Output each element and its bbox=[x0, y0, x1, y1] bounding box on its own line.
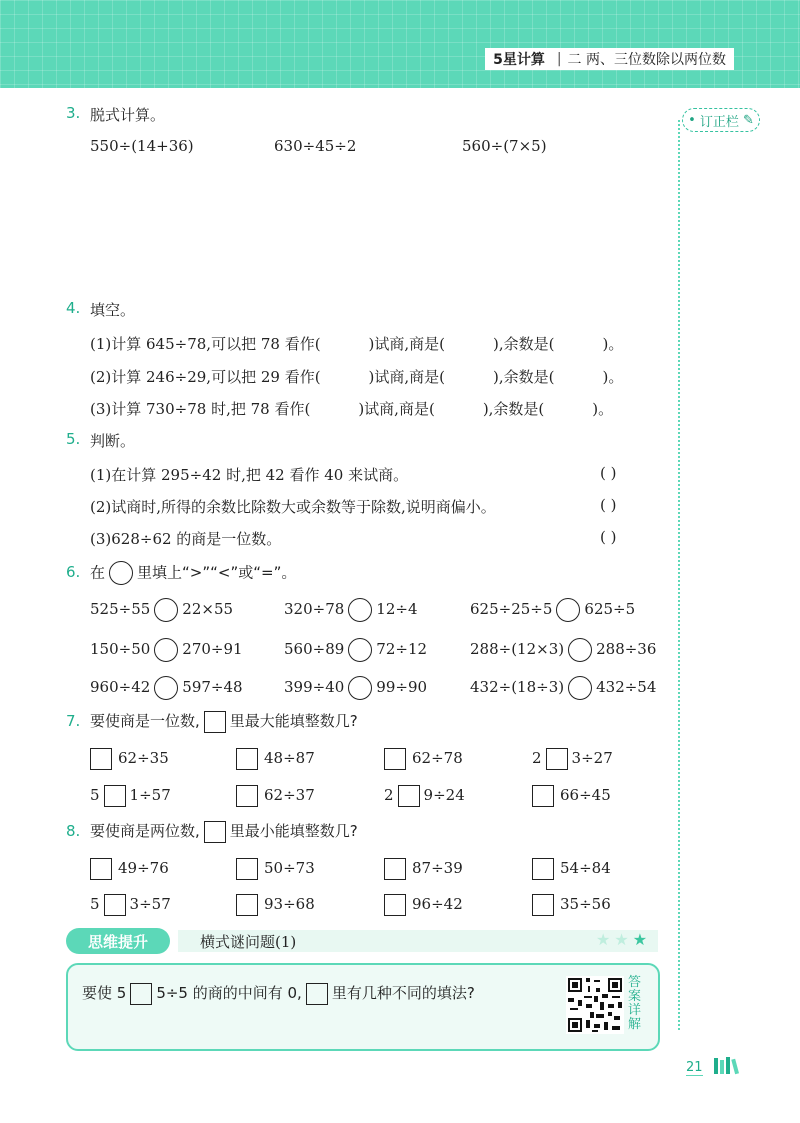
digit-box[interactable] bbox=[236, 894, 258, 916]
dot-icon: • bbox=[688, 112, 700, 128]
digit-box[interactable] bbox=[546, 748, 568, 770]
q8-r1c1: 49÷76 bbox=[90, 858, 169, 880]
q5-item-2: (2)试商时,所得的余数比除数大或余数等于除数,说明商偏小。 bbox=[90, 498, 496, 516]
digit-box[interactable] bbox=[236, 748, 258, 770]
chapter-title: 二 两、三位数除以两位数 bbox=[567, 52, 726, 68]
q7-r1c2: 48÷87 bbox=[236, 748, 315, 770]
series-title: 5星计算 bbox=[493, 52, 545, 68]
compare-circle[interactable] bbox=[556, 598, 580, 622]
pencil-icon: ✎ bbox=[738, 112, 754, 128]
q6-number: 6. bbox=[66, 563, 81, 581]
correction-label-text: 订正栏 bbox=[699, 114, 739, 130]
q5-number: 5. bbox=[66, 430, 81, 448]
correction-column-line bbox=[678, 120, 680, 1030]
compare-circle[interactable] bbox=[568, 676, 592, 700]
digit-box[interactable] bbox=[306, 983, 328, 1005]
star-icon-3: ★ bbox=[632, 930, 652, 949]
q6-r3c2: 399÷40 99÷90 bbox=[284, 676, 427, 700]
q6-r2c3: 288÷(12×3) 288÷36 bbox=[470, 638, 656, 662]
q6-r3c3: 432÷(18÷3) 432÷54 bbox=[470, 676, 656, 700]
header-separator: | bbox=[556, 51, 562, 67]
correction-label bbox=[682, 108, 760, 132]
q8-r2c1: 5 3÷57 bbox=[90, 894, 171, 916]
star-icon bbox=[596, 930, 651, 949]
circle-icon bbox=[109, 561, 133, 585]
q3-title: 脱式计算。 bbox=[90, 106, 166, 124]
q6-r1c1: 525÷55 22×55 bbox=[90, 598, 233, 622]
q6-r3c1: 960÷42 597÷48 bbox=[90, 676, 243, 700]
page-number: 21 bbox=[686, 1060, 703, 1075]
digit-box[interactable] bbox=[104, 785, 126, 807]
digit-box[interactable] bbox=[236, 858, 258, 880]
q4-title: 填空。 bbox=[90, 301, 136, 319]
star-icon-2: ★ bbox=[614, 930, 633, 949]
q7-r2c3: 2 9÷24 bbox=[384, 785, 465, 807]
q8-r2c3: 96÷42 bbox=[384, 894, 463, 916]
square-icon bbox=[204, 711, 226, 733]
compare-circle[interactable] bbox=[154, 638, 178, 662]
digit-box[interactable] bbox=[384, 748, 406, 770]
q6-r2c2: 560÷89 72÷12 bbox=[284, 638, 427, 662]
q4-item-3: (3)计算 730÷78 时,把 78 看作( )试商,商是( ),余数是( )。 bbox=[90, 400, 614, 418]
q7-number: 7. bbox=[66, 712, 81, 730]
q8-title: 要使商是两位数, 里最小能填整数几? bbox=[90, 820, 358, 843]
header-band bbox=[0, 0, 800, 88]
q3-item-3: 560÷(7×5) bbox=[462, 137, 547, 155]
square-icon bbox=[204, 821, 226, 843]
q7-r2c2: 62÷37 bbox=[236, 785, 315, 807]
digit-box[interactable] bbox=[384, 858, 406, 880]
q8-number: 8. bbox=[66, 822, 81, 840]
digit-box[interactable] bbox=[532, 894, 554, 916]
digit-box[interactable] bbox=[90, 748, 112, 770]
digit-box[interactable] bbox=[90, 858, 112, 880]
compare-circle[interactable] bbox=[568, 638, 592, 662]
digit-box[interactable] bbox=[236, 785, 258, 807]
digit-box[interactable] bbox=[532, 785, 554, 807]
digit-box[interactable] bbox=[532, 858, 554, 880]
thinking-title: 横式谜问题(1) bbox=[200, 933, 297, 951]
digit-box[interactable] bbox=[130, 983, 152, 1005]
q6-r1c2: 320÷78 12÷4 bbox=[284, 598, 418, 622]
digit-box[interactable] bbox=[384, 894, 406, 916]
q4-item-1: (1)计算 645÷78,可以把 78 看作( )试商,商是( ),余数是( )。 bbox=[90, 335, 624, 353]
q6-r2c1: 150÷50 270÷91 bbox=[90, 638, 243, 662]
q7-r1c1: 62÷35 bbox=[90, 748, 169, 770]
star-icon-1: ★ bbox=[596, 930, 615, 949]
digit-box[interactable] bbox=[104, 894, 126, 916]
difficulty-stars bbox=[596, 930, 651, 949]
q5-answer-3[interactable]: ( ) bbox=[600, 528, 617, 546]
q8-r2c2: 93÷68 bbox=[236, 894, 315, 916]
puzzle-text: 要使 5 5÷5 的商的中间有 0, 里有几种不同的填法? bbox=[82, 982, 475, 1005]
header-label bbox=[485, 48, 734, 70]
q7-r1c4: 2 3÷27 bbox=[532, 748, 613, 770]
q6-title: 在 里填上“>”“<”或“=”。 bbox=[90, 561, 296, 585]
q4-number: 4. bbox=[66, 299, 81, 317]
q8-r2c4: 35÷56 bbox=[532, 894, 611, 916]
q6-r1c3: 625÷25÷5 625÷5 bbox=[470, 598, 635, 622]
q5-title: 判断。 bbox=[90, 432, 136, 450]
q5-answer-2[interactable]: ( ) bbox=[600, 496, 617, 514]
compare-circle[interactable] bbox=[348, 598, 372, 622]
q7-r1c3: 62÷78 bbox=[384, 748, 463, 770]
compare-circle[interactable] bbox=[348, 676, 372, 700]
q3-item-2: 630÷45÷2 bbox=[274, 137, 357, 155]
compare-circle[interactable] bbox=[154, 598, 178, 622]
digit-box[interactable] bbox=[398, 785, 420, 807]
q3-number: 3. bbox=[66, 104, 81, 122]
q7-r2c4: 66÷45 bbox=[532, 785, 611, 807]
compare-circle[interactable] bbox=[154, 676, 178, 700]
q8-r1c4: 54÷84 bbox=[532, 858, 611, 880]
q4-item-2: (2)计算 246÷29,可以把 29 看作( )试商,商是( ),余数是( )。 bbox=[90, 368, 624, 386]
q7-title: 要使商是一位数, 里最大能填整数几? bbox=[90, 710, 358, 733]
books-icon bbox=[712, 1056, 742, 1076]
q5-item-3: (3)628÷62 的商是一位数。 bbox=[90, 530, 282, 548]
answer-detail-note: 答案详解 bbox=[628, 975, 642, 1032]
q7-r2c1: 5 1÷57 bbox=[90, 785, 171, 807]
q8-r1c3: 87÷39 bbox=[384, 858, 463, 880]
q5-item-1: (1)在计算 295÷42 时,把 42 看作 40 来试商。 bbox=[90, 466, 409, 484]
qr-code-icon[interactable] bbox=[566, 976, 624, 1034]
compare-circle[interactable] bbox=[348, 638, 372, 662]
q8-r1c2: 50÷73 bbox=[236, 858, 315, 880]
q5-answer-1[interactable]: ( ) bbox=[600, 464, 617, 482]
q3-item-1: 550÷(14+36) bbox=[90, 137, 194, 155]
thinking-badge: 思维提升 bbox=[66, 928, 170, 954]
